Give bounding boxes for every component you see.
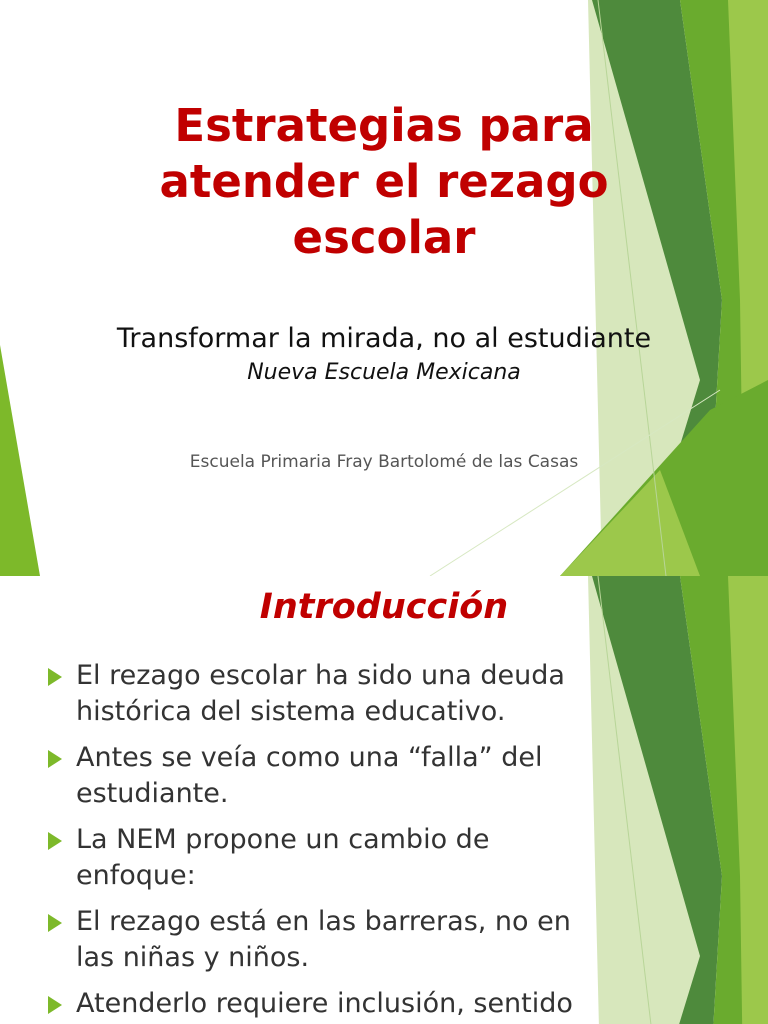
slide-subtitle: Transformar la mirada, no al estudiante: [116, 323, 652, 354]
bullet-list: [44, 658, 644, 1024]
bullet-text: las niñas y niños.: [76, 942, 310, 973]
bullet-text: El rezago escolar ha sido una deuda: [76, 660, 565, 691]
green-triangle-bullet-icon: [48, 750, 62, 768]
bullet-text: La NEM propone un cambio de: [76, 824, 490, 855]
green-triangle-bullet-icon: [48, 832, 62, 850]
title-line: atender el rezago: [159, 155, 609, 208]
list-item: [44, 822, 644, 894]
school-name: Escuela Primaria Fray Bartolomé de las Casas: [189, 452, 579, 472]
slide-title: [110, 98, 658, 266]
slide-subtitle-italic: Nueva Escuela Mexicana: [247, 360, 521, 385]
list-item: [44, 658, 644, 730]
green-triangle-bullet-icon: [48, 914, 62, 932]
slide-title: Introducción: [259, 587, 509, 627]
green-triangle-bullet-icon: [48, 668, 62, 686]
bullet-text: estudiante.: [76, 778, 229, 809]
intro-slide: [0, 576, 768, 1024]
list-item: [44, 986, 644, 1022]
title-line: Estrategias para: [174, 99, 594, 152]
bullet-text: histórica del sistema educativo.: [76, 696, 506, 727]
bullet-text: El rezago está en las barreras, no en: [76, 906, 571, 937]
green-triangle-bullet-icon: [48, 996, 62, 1014]
bullet-text: enfoque:: [76, 860, 196, 891]
bullet-text: Atenderlo requiere inclusión, sentido: [76, 988, 573, 1019]
title-line: escolar: [292, 211, 476, 264]
bullet-text: Antes se veía como una “falla” del: [76, 742, 543, 773]
list-item: [44, 904, 644, 976]
list-item: [44, 740, 644, 812]
